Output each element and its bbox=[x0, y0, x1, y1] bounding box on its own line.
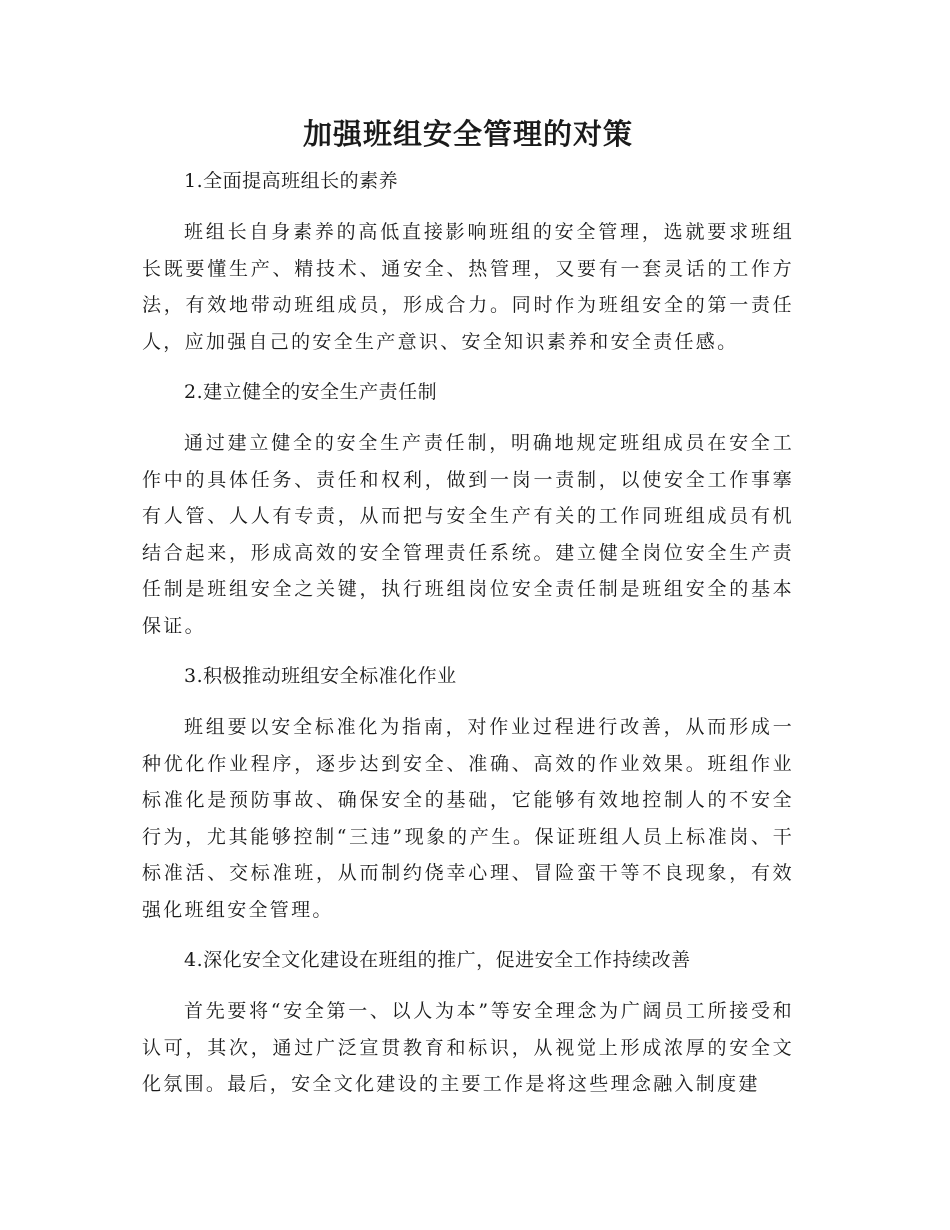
section-heading-1: 1.全面提高班组长的素养 bbox=[184, 170, 399, 192]
section-body-4: 首先要将“安全第一、以人为本”等安全理念为广阔员工所接受和认可，其次，通过广泛宣贯教育和标识，从视觉上形成浓厚的安全文化氛围。最后，安全文化建设的主要工作是将这些理念融入制度建 bbox=[142, 1000, 794, 1095]
section-body-3: 班组要以安全标准化为指南，对作业过程进行改善，从而形成一种优化作业程序，逐步达到安全、准确、高效的作业效果。班组作业标准化是预防事故、确保安全的基础，它能够有效地控制人的不安全行为，尤其能够控制“三违”现象的产生。保证班组人员上标准岗、干标准活、交标准班，从而制约侥幸心理、冒险蛮干等不良现象，有效强化班组安全管理。 bbox=[142, 716, 794, 921]
document-page bbox=[142, 112, 794, 1120]
section-body-2: 通过建立健全的安全生产责任制，明确地规定班组成员在安全工作中的具体任务、责任和权利，做到一岗一责制，以使安全工作事搴有人管、人人有专责，从而把与安全生产有关的工作同班组成员有机结合起来，形成高效的安全管理责任系统。建立健全岗位安全生产责任制是班组安全之关键，执行班组岗位安全责任制是班组安全的基本保证。 bbox=[142, 432, 794, 637]
document-title: 加强班组安全管理的对策 bbox=[302, 117, 633, 151]
section-body-1: 班组长自身素养的高低直接影响班组的安全管理，选就要求班组长既要懂生产、精技术、通安全、热管理，又要有一套灵话的工作方法，有效地带动班组成员，形成合力。同时作为班组安全的第一责任人，应加强自己的安全生产意识、安全知识素养和安全责任感。 bbox=[142, 221, 794, 353]
section-heading-4: 4.深化安全文化建设在班组的推广，促进安全工作持续改善 bbox=[184, 949, 691, 971]
section-heading-3: 3.积极推动班组安全标准化作业 bbox=[184, 665, 457, 687]
section-heading-2: 2.建立健全的安全生产责任制 bbox=[184, 381, 438, 403]
